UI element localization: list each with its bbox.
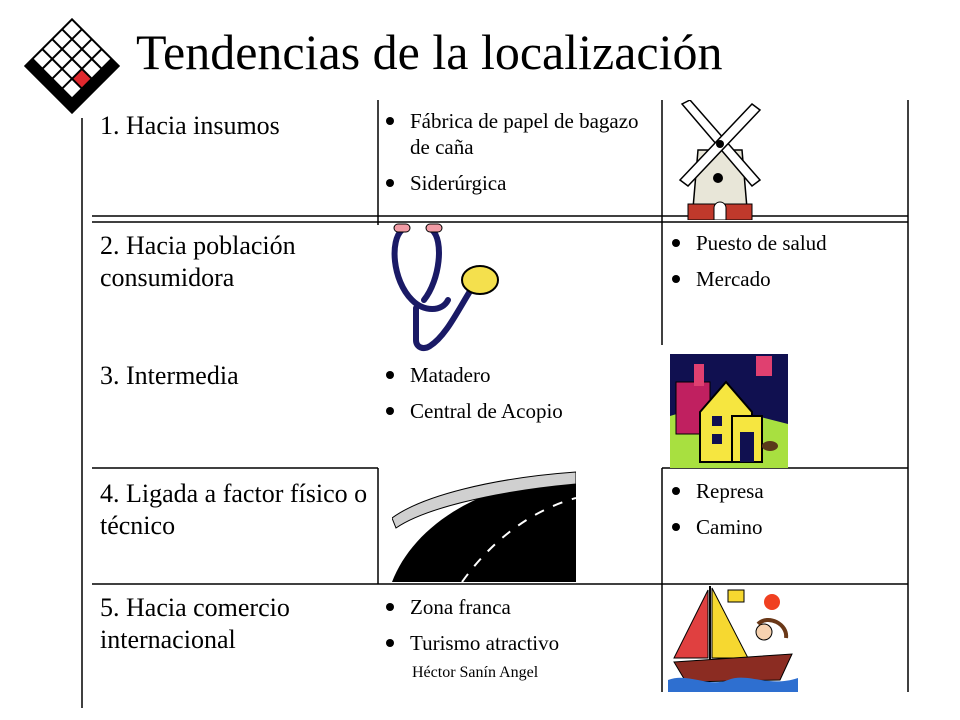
author-footer: Héctor Sanín Angel [412, 664, 539, 681]
sailboat-icon [668, 584, 818, 692]
slide-title: Tendencias de la localización [136, 24, 723, 80]
row-5-label: 5. Hacia comercio internacional [100, 593, 290, 654]
row-4-example-2: Camino [668, 514, 908, 540]
row-3-example-1: Matadero [382, 362, 657, 388]
row-5-examples [382, 594, 657, 666]
road-icon [392, 470, 576, 582]
row-1-examples [382, 108, 657, 206]
row-1-example-1: Fábrica de papel de bagazo de caña [382, 108, 657, 160]
stethoscope-icon [388, 220, 500, 352]
row-1-label: 1. Hacia insumos [100, 111, 280, 140]
windmill-icon [668, 100, 772, 220]
row-2-label: 2. Hacia población consumidora [100, 231, 296, 292]
row-5-example-1: Zona franca [382, 594, 657, 620]
row-2-example-2: Mercado [668, 266, 908, 292]
row-2-examples [668, 230, 908, 302]
row-3-examples [382, 362, 657, 434]
row-4-example-1: Represa [668, 478, 908, 504]
farm-icon [670, 354, 788, 468]
row-4-label: 4. Ligada a factor físico o técnico [100, 479, 368, 540]
row-3-example-2: Central de Acopio [382, 398, 657, 424]
row-1-example-2: Siderúrgica [382, 170, 657, 196]
row-2-example-1: Puesto de salud [668, 230, 908, 256]
row-4-examples [668, 478, 908, 550]
row-3-label: 3. Intermedia [100, 361, 239, 390]
row-5-example-2: Turismo atractivo [382, 630, 657, 656]
